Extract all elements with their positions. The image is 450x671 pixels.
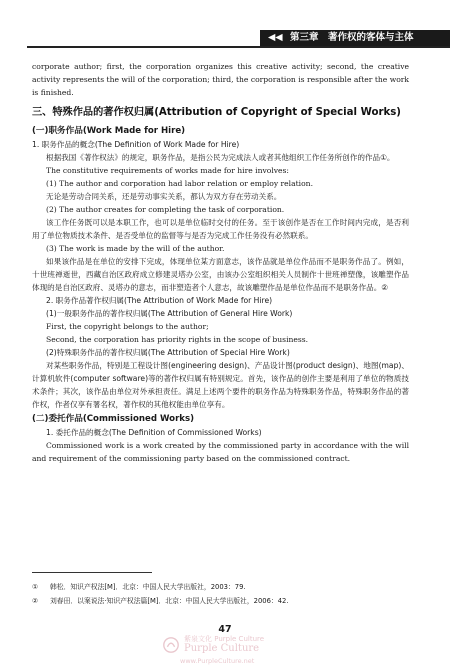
page-body: [32, 60, 409, 465]
requirement-1-zh: 无论是劳动合同关系，还是劳动事实关系，都认为双方存在劳动关系。: [46, 192, 282, 201]
item-general-hire-title: (1)一般职务作品的著作权归属(The Attribution of General Hire Work): [46, 309, 293, 318]
chapter-title: 第三章 著作权的客体与主体: [289, 32, 414, 43]
footnote-2: [32, 594, 412, 608]
footnote-rule: [32, 572, 152, 573]
page-number: 47: [218, 624, 232, 635]
item-special-hire-title: (2)特殊职务作品的著作权归属(The Attribution of Special Hire Work): [46, 348, 290, 357]
footnote-number: ②: [32, 597, 39, 605]
footnote-number: ①: [32, 583, 39, 591]
requirement-2-en: (2) The author creates for completing the task of corporation.: [46, 205, 285, 214]
requirement-2-zh: 该工作任务既可以是本职工作，也可以是单位临时交付的任务。至于该创作是否在工作时间内完成，是否利用了单位物质技术条件、是否受单位的监督等与是否为完成工作任务没有必然联系。: [32, 218, 409, 240]
chapter-header-box: [260, 30, 450, 46]
paragraph-special-zh: 对某些职务作品，特别是工程设计图(engineering design)、产品设计图(product design)、地图(map)、计算机软件(computer software)等的著作权归属有特别规定。首先，该作品的创作主要是利用了单位的物质技术条件；其次，该作品由单位对外承担责任。满足上述两个要件的职务作品为特殊职务作品，特殊职务作品的著作权，作者仅享有署名权，著作权的其他权能由单位享有。: [32, 361, 409, 409]
paragraph-commissioned-en: Commissioned work is a work created by the commissioned party in accordance with the will and requirement of the commissioning party based on the commissioned contract.: [32, 441, 409, 463]
requirement-3-en: (3) The work is made by the will of the author.: [46, 244, 225, 253]
item-definition-title: 1. 职务作品的概念(The Definition of Work Made for Hire): [32, 140, 240, 149]
section-title: 三、特殊作品的著作权归属(Attribution of Copyright of Special Works): [32, 107, 401, 118]
double-left-arrow-icon: ◀◀: [268, 32, 283, 43]
running-header: [0, 0, 450, 50]
subsection-title-work-for-hire: (一)职务作品(Work Made for Hire): [32, 126, 186, 136]
item-commissioned-definition-title: 1. 委托作品的概念(The Definition of Commissioned Works): [46, 428, 262, 437]
footnote-1: [32, 580, 412, 594]
requirement-1-en: (1) The author and corporation had labor relation or employ relation.: [46, 179, 313, 188]
footnote-text: 刘春田．以案说法·知识产权法篇[M]．北京：中国人民大学出版社，2006：42.: [50, 597, 289, 605]
paragraph-first: First, the copyright belongs to the author;: [46, 322, 209, 331]
paragraph-constitutive: The constitutive requirements of works made for hire involves:: [46, 166, 289, 175]
paragraph-continued: corporate author; first, the corporation organizes this creative activity; second, the creative activity represents the will of the corporation; third, the corporation is responsible after the work is finished.: [32, 62, 409, 97]
header-rule: [27, 46, 450, 48]
purple-culture-logo-icon: [162, 636, 180, 654]
subsection-title-commissioned: (二)委托作品(Commissioned Works): [32, 414, 195, 424]
watermark-cn: 紫泉文化 Purple Culture: [184, 635, 265, 643]
watermark: [162, 634, 302, 668]
footnote-text: 韩松．知识产权法[M]．北京：中国人民大学出版社，2003：79.: [50, 583, 246, 591]
requirement-3-zh: 如果该作品是在单位的安排下完成，体现单位某方面意志，该作品就是单位作品而不是职务作品了。例如，十世班禅逝世，西藏自治区政府成立修建灵塔办公室，由该办公室组织相关人员制作十世班禅塑像，该雕塑作品体现的是自治区政府、灵塔办的意志，而非塑造者个人意志，故该雕塑作品是单位作品而不是职务作品。②: [32, 257, 409, 292]
paragraph-definition-zh: 根据我国《著作权法》的规定，职务作品，是指公民为完成法人或者其他组织工作任务所创作的作品①。: [46, 153, 395, 162]
watermark-name: Purple Culture: [184, 643, 260, 654]
paragraph-second: Second, the corporation has priority rights in the scope of business.: [46, 335, 309, 344]
watermark-url: www.PurpleCulture.net: [180, 657, 255, 665]
item-attribution-title: 2. 职务作品著作权归属(The Attribution of Work Made for Hire): [46, 296, 273, 305]
footnotes: [32, 580, 412, 608]
